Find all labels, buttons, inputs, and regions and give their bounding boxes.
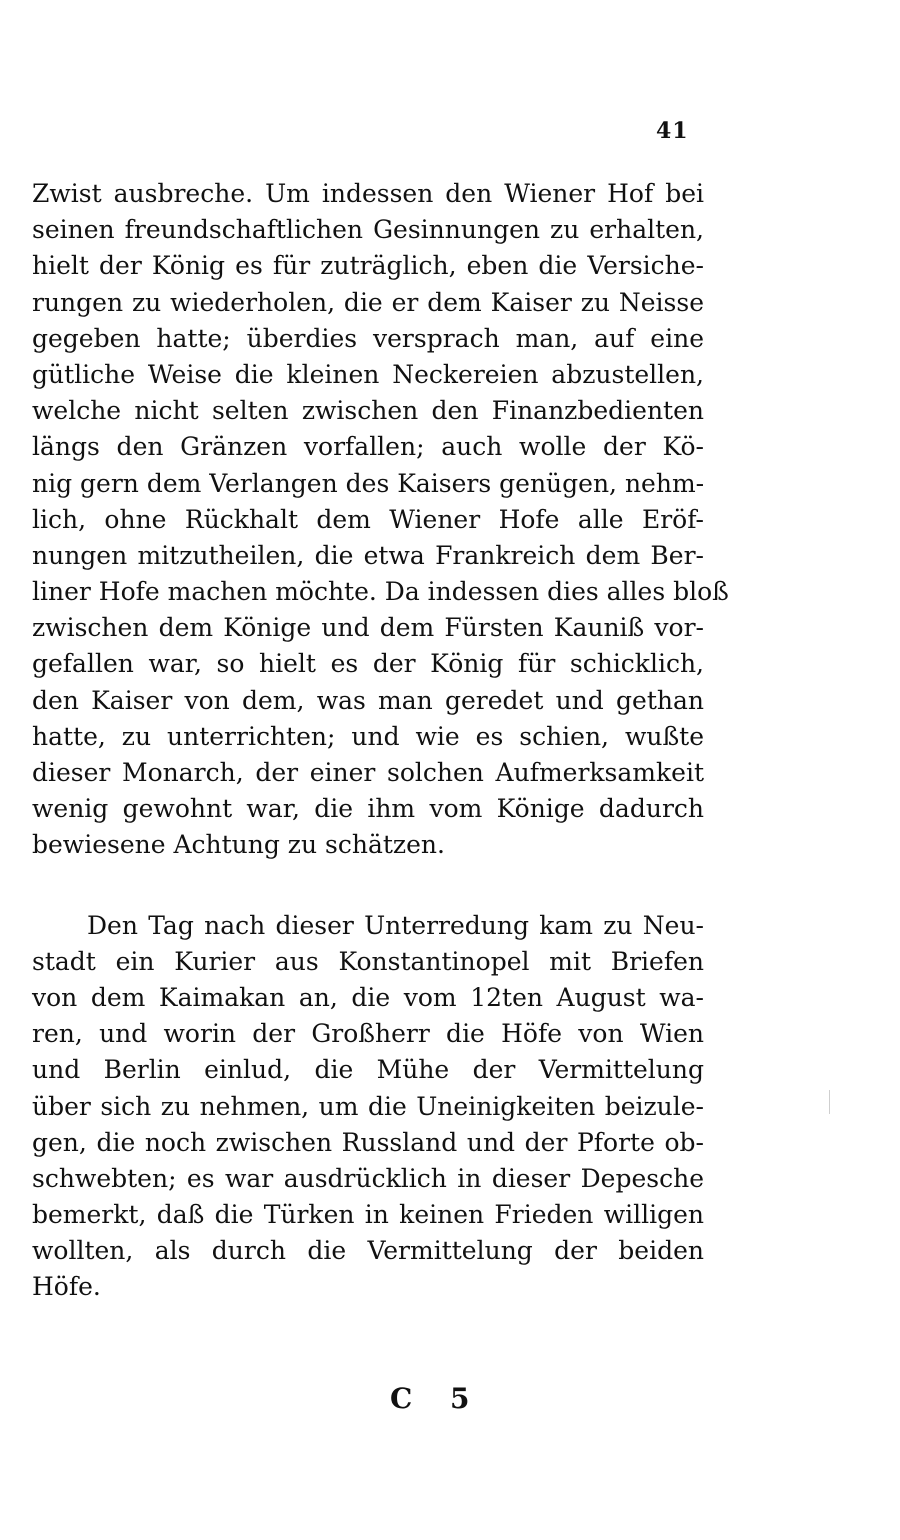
text-line: schwebten; es war ausdrücklich in dieser Depesche bbox=[32, 1163, 704, 1193]
paper-mark bbox=[829, 1090, 830, 1114]
text-line: längs den Gränzen vorfallen; auch wolle der Kö- bbox=[32, 432, 704, 462]
text-line: den Kaiser von dem, was man geredet und gethan bbox=[32, 685, 704, 715]
text-line: Zwist ausbreche. Um indessen den Wiener Hof bei bbox=[32, 179, 704, 208]
paragraph-2 bbox=[32, 908, 704, 1306]
text-line: wollten, als durch die Vermittelung der beiden bbox=[32, 1236, 704, 1266]
text-line: bewiesene Achtung zu schätzen. bbox=[32, 830, 445, 860]
text-line: hatte, zu unterrichten; und wie es schien, wußte bbox=[32, 721, 704, 751]
paragraph-spacer bbox=[32, 864, 704, 908]
text-line: gegeben hatte; überdies versprach man, auf eine bbox=[32, 323, 704, 353]
paragraph-1 bbox=[32, 176, 729, 864]
text-line: welche nicht selten zwischen den Finanzbedienten bbox=[32, 396, 704, 426]
text-line: gefallen war, so hielt es der König für schicklich, bbox=[32, 649, 704, 679]
text-line: und Berlin einlud, die Mühe der Vermittelung bbox=[32, 1055, 704, 1085]
text-line: nungen mitzutheilen, die etwa Frankreich dem Ber- bbox=[32, 540, 704, 570]
text-line: gütliche Weise die kleinen Neckereien abzustellen, bbox=[32, 359, 704, 389]
body-text bbox=[32, 176, 729, 1306]
signature-mark: C 5 bbox=[390, 1382, 484, 1415]
text-line: wenig gewohnt war, die ihm vom Könige dadurch bbox=[32, 794, 704, 824]
text-line: von dem Kaimakan an, die vom 12ten August wa- bbox=[32, 982, 704, 1012]
text-line: hielt der König es für zuträglich, eben die Versiche- bbox=[32, 251, 704, 281]
text-line: lich, ohne Rückhalt dem Wiener Hofe alle Eröf- bbox=[32, 504, 704, 534]
text-line: zwischen dem Könige und dem Fürsten Kauniß vor- bbox=[32, 613, 704, 643]
text-line: seinen freundschaftlichen Gesinnungen zu erhalten, bbox=[32, 215, 704, 245]
text-line: stadt ein Kurier aus Konstantinopel mit Briefen bbox=[32, 946, 704, 976]
text-line: gen, die noch zwischen Russland und der Pforte ob- bbox=[32, 1127, 704, 1157]
text-line: über sich zu nehmen, um die Uneinigkeiten beizule- bbox=[32, 1091, 704, 1121]
text-line: bemerkt, daß die Türken in keinen Frieden willigen bbox=[32, 1200, 704, 1230]
text-line: dieser Monarch, der einer solchen Aufmerksamkeit bbox=[32, 758, 704, 787]
page-number: 41 bbox=[656, 118, 689, 144]
text-line: Höfe. bbox=[32, 1272, 101, 1302]
text-line: rungen zu wiederholen, die er dem Kaiser zu Neisse bbox=[32, 287, 704, 317]
text-line: ren, und worin der Großherr die Höfe von Wien bbox=[32, 1019, 704, 1049]
text-line: Den Tag nach dieser Unterredung kam zu Neu- bbox=[87, 910, 704, 940]
text-line: nig gern dem Verlangen des Kaisers genügen, nehm- bbox=[32, 468, 705, 498]
text-line: liner Hofe machen möchte. Da indessen dies alles bloß bbox=[32, 577, 729, 607]
